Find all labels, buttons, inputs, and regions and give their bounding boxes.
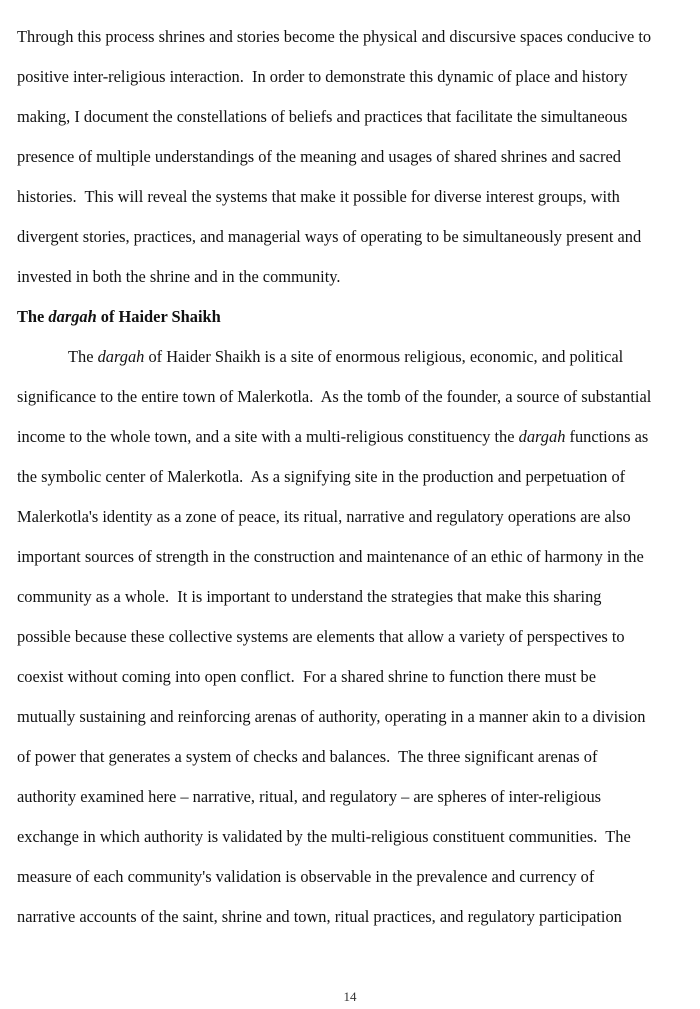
paragraph-2-line: community as a whole. It is important to understand the strategies that make this sharing [17,587,602,606]
paragraph-2-line: significance to the entire town of Malerkotla. As the tomb of the founder, a source of substantial [17,387,652,406]
heading-italic-term: dargah [48,307,97,326]
paragraph-1-line: divergent stories, practices, and managerial ways of operating to be simultaneously present and [17,227,642,246]
paragraph-2-line: important sources of strength in the construction and maintenance of an ethic of harmony in the [17,547,644,566]
paragraph-1-line: Through this process shrines and stories become the physical and discursive spaces conducive to [17,27,652,46]
paragraph-1-line: presence of multiple understandings of the meaning and usages of shared shrines and sacred [17,147,621,166]
paragraph-2-line [17,427,648,447]
paragraph-2-line: measure of each community's validation is observable in the prevalence and currency of [17,867,595,886]
text-segment: income to the whole town, and a site with a multi-religious constituency the [17,427,519,446]
paragraph-2-line: coexist without coming into open conflict. For a shared shrine to function there must be [17,667,597,686]
section-heading [17,307,221,327]
text-segment: functions as [565,427,649,446]
paragraph-2-line: mutually sustaining and reinforcing arenas of authority, operating in a manner akin to a division [17,707,646,726]
paragraph-2-line: Malerkotla's identity as a zone of peace, its ritual, narrative and regulatory operations are also [17,507,631,526]
paragraph-1-line: making, I document the constellations of beliefs and practices that facilitate the simultaneous [17,107,628,126]
text-segment: The [68,347,98,366]
heading-suffix: of Haider Shaikh [96,307,221,326]
paragraph-2-line: possible because these collective systems are elements that allow a variety of perspectives to [17,627,625,646]
paragraph-2-line: the symbolic center of Malerkotla. As a signifying site in the production and perpetuation of [17,467,626,486]
paragraph-1-line: histories. This will reveal the systems that make it possible for diverse interest groups, with [17,187,620,206]
italic-term: dargah [518,427,566,446]
heading-prefix: The [17,307,49,326]
italic-term: dargah [97,347,145,366]
paragraph-2-line: of power that generates a system of checks and balances. The three significant arenas of [17,747,598,766]
paragraph-1-line: positive inter-religious interaction. In order to demonstrate this dynamic of place and history [17,67,628,86]
paragraph-2-line: exchange in which authority is validated by the multi-religious constituent communities. The [17,827,631,846]
page-number: 14 [343,989,357,1004]
paragraph-2-first-line [68,347,623,367]
paragraph-2-line: authority examined here – narrative, ritual, and regulatory – are spheres of inter-religious [17,787,602,806]
paragraph-1-line: invested in both the shrine and in the community. [17,267,341,286]
paragraph-2-line: narrative accounts of the saint, shrine and town, ritual practices, and regulatory participation [17,907,622,926]
text-segment: of Haider Shaikh is a site of enormous religious, economic, and political [144,347,624,366]
